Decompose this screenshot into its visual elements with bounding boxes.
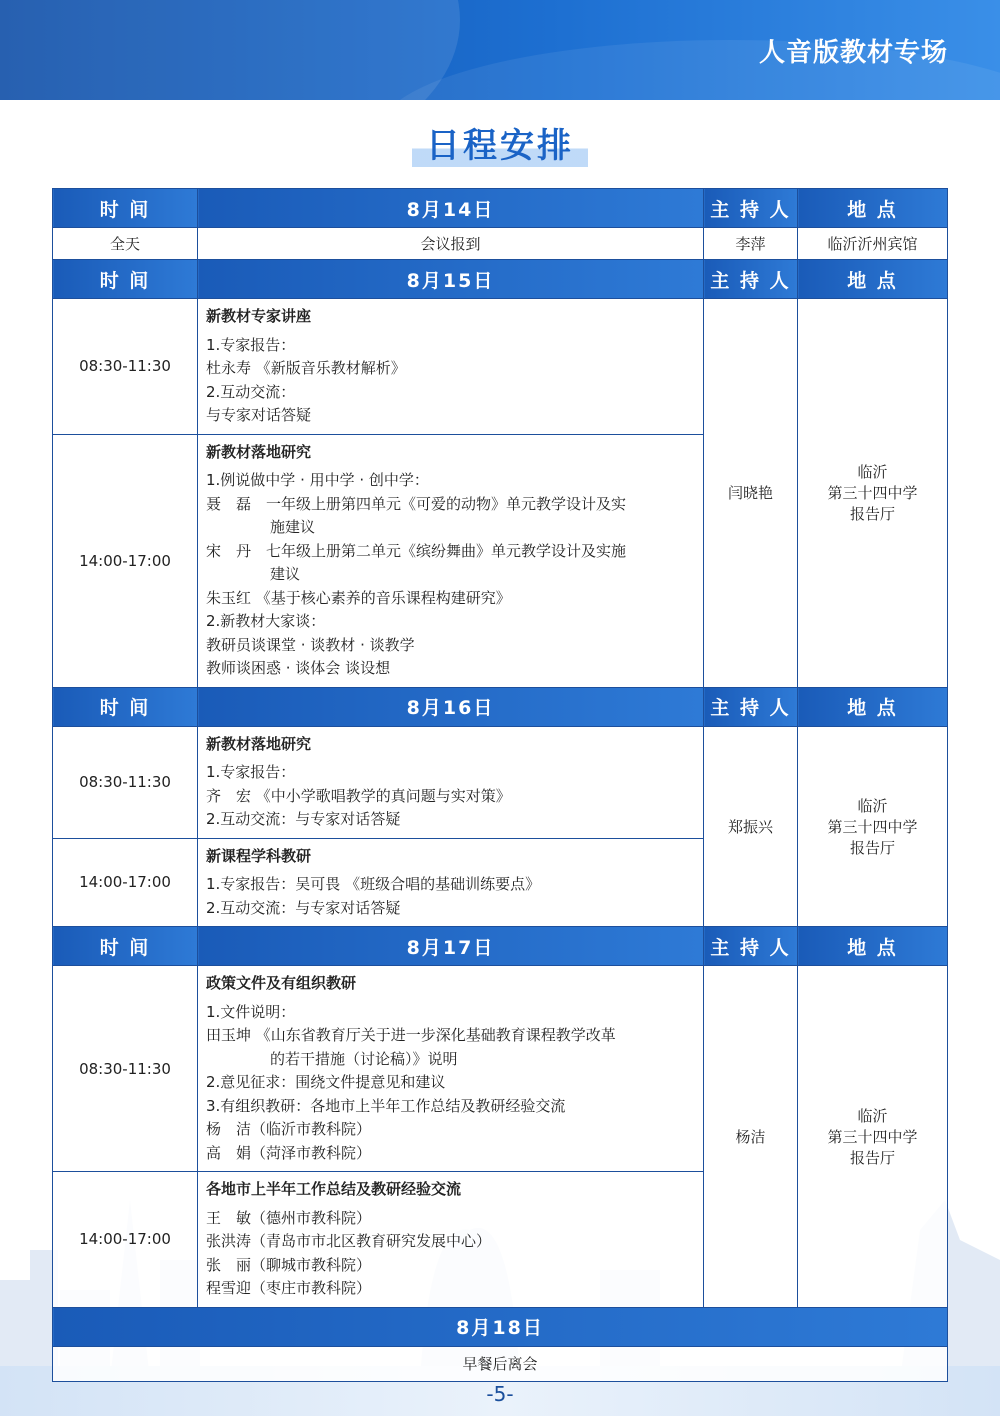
session-title: 各地市上半年工作总结及教研经验交流 <box>206 1180 462 1198</box>
session-title: 新教材落地研究 <box>206 442 312 461</box>
header-row-day14 <box>53 189 948 228</box>
session-line: 1.专家报告：吴可畏 《班级合唱的基础训练要点》 <box>206 875 541 893</box>
session-line: 施建议 <box>270 518 316 536</box>
table-row <box>53 966 948 1172</box>
session-line: 1.专家报告： <box>206 335 296 354</box>
time-cell: 08:30-11:30 <box>53 726 198 838</box>
session-line: 宋 丹 七年级上册第二单元《缤纷舞曲》单元教学设计及实施 <box>206 541 627 560</box>
time-cell: 14:00-17:00 <box>53 1172 198 1308</box>
session-line: 1.文件说明： <box>206 1002 296 1021</box>
content-cell: 会议报到 <box>198 228 704 260</box>
host-header: 主 持 人 <box>704 927 798 966</box>
host-header: 主 持 人 <box>704 260 798 299</box>
table-row <box>53 299 948 435</box>
session-title: 新教材落地研究 <box>206 734 312 753</box>
session-line: 1.专家报告： <box>206 763 296 781</box>
location-header: 地 点 <box>798 687 948 726</box>
content-cell <box>198 434 704 687</box>
date-header: 8月16日 <box>198 687 704 726</box>
location-line: 第三十四中学 <box>827 484 918 503</box>
content-cell <box>198 1172 704 1308</box>
session-line: 的若干措施（讨论稿）》说明 <box>270 1049 458 1068</box>
location-header: 地 点 <box>798 189 948 228</box>
location-header: 地 点 <box>798 260 948 299</box>
table-row <box>53 726 948 838</box>
session-line: 朱玉红 《基于核心素养的音乐课程构建研究》 <box>206 588 511 607</box>
location-line: 报告厅 <box>849 838 895 857</box>
host-cell: 郑振兴 <box>704 726 798 927</box>
location-line: 临沂 <box>857 463 888 482</box>
host-cell: 李萍 <box>704 228 798 260</box>
date-header: 8月17日 <box>198 927 704 966</box>
session-line: 张洪涛（青岛市市北区教育研究发展中心） <box>206 1232 492 1250</box>
session-line: 程雪迎（枣庄市教科院） <box>206 1279 372 1297</box>
session-line: 齐 宏 《中小学歌唱教学的真问题与实对策》 <box>206 786 511 805</box>
date-header: 8月15日 <box>198 260 704 299</box>
session-line: 聂 磊 一年级上册第四单元《可爱的动物》单元教学设计及实 <box>206 494 627 513</box>
content-cell <box>198 838 704 927</box>
session-line: 1.例说做中学 · 用中学 · 创中学： <box>206 471 429 489</box>
session-line: 2.新教材大家谈： <box>206 612 326 630</box>
location-cell <box>798 726 948 927</box>
content-cell <box>198 966 704 1172</box>
top-banner <box>0 0 1000 100</box>
time-cell: 14:00-17:00 <box>53 838 198 927</box>
time-header: 时 间 <box>53 260 198 299</box>
page-number: -5- <box>486 1382 514 1406</box>
content-cell <box>198 299 704 435</box>
time-header: 时 间 <box>53 189 198 228</box>
host-cell: 杨洁 <box>704 966 798 1308</box>
session-title: 政策文件及有组织教研 <box>206 974 357 992</box>
time-header: 时 间 <box>53 927 198 966</box>
header-row-day15 <box>53 260 948 299</box>
location-line: 临沂 <box>857 1106 888 1125</box>
time-cell: 08:30-11:30 <box>53 966 198 1172</box>
date-header: 8月14日 <box>198 189 704 228</box>
session-line: 2.互动交流：与专家对话答疑 <box>206 898 401 917</box>
time-header: 时 间 <box>53 687 198 726</box>
location-line: 报告厅 <box>849 505 895 524</box>
table-row <box>53 228 948 260</box>
page-title-wrap <box>0 118 1000 167</box>
host-header: 主 持 人 <box>704 189 798 228</box>
content-cell: 早餐后离会 <box>53 1346 948 1381</box>
session-line: 建议 <box>270 565 301 583</box>
location-line: 第三十四中学 <box>827 817 918 836</box>
time-cell: 08:30-11:30 <box>53 299 198 435</box>
session-line: 田玉坤 《山东省教育厅关于进一步深化基础教育课程教学改革 <box>206 1026 616 1044</box>
location-cell <box>798 299 948 688</box>
location-cell: 临沂沂州宾馆 <box>798 228 948 260</box>
header-row-day18 <box>53 1307 948 1346</box>
time-cell: 全天 <box>53 228 198 260</box>
session-line: 教师谈困惑 · 谈体会 谈设想 <box>206 659 391 677</box>
time-cell: 14:00-17:00 <box>53 434 198 687</box>
session-line: 2.互动交流：与专家对话答疑 <box>206 810 401 828</box>
host-header: 主 持 人 <box>704 687 798 726</box>
table-row <box>53 1346 948 1381</box>
session-title: 新教材专家讲座 <box>206 307 312 325</box>
session-line: 高 娟（菏泽市教科院） <box>206 1143 372 1162</box>
schedule-table <box>52 188 948 1382</box>
header-row-day16 <box>53 687 948 726</box>
session-title: 新课程学科教研 <box>206 846 312 865</box>
session-line: 3.有组织教研：各地市上半年工作总结及教研经验交流 <box>206 1096 566 1115</box>
session-line: 与专家对话答疑 <box>206 406 312 424</box>
content-cell <box>198 726 704 838</box>
session-line: 2.互动交流： <box>206 382 296 401</box>
page-title: 日程安排 <box>412 118 588 167</box>
location-line: 临沂 <box>857 796 888 815</box>
location-line: 第三十四中学 <box>827 1127 918 1146</box>
location-cell <box>798 966 948 1308</box>
header-row-day17 <box>53 927 948 966</box>
banner-title: 人音版教材专场 <box>758 38 948 68</box>
host-cell: 闫晓艳 <box>704 299 798 688</box>
session-line: 杨 洁（临沂市教科院） <box>206 1120 372 1138</box>
location-header: 地 点 <box>798 927 948 966</box>
date-header: 8月18日 <box>53 1307 948 1346</box>
location-line: 报告厅 <box>849 1148 895 1167</box>
session-line: 杜永寿 《新版音乐教材解析》 <box>206 359 406 377</box>
session-line: 张 丽（聊城市教科院） <box>206 1255 372 1274</box>
session-line: 2.意见征求：围绕文件提意见和建议 <box>206 1073 446 1091</box>
session-line: 教研员谈课堂 · 谈教材 · 谈教学 <box>206 635 415 654</box>
session-line: 王 敏（德州市教科院） <box>206 1208 372 1227</box>
